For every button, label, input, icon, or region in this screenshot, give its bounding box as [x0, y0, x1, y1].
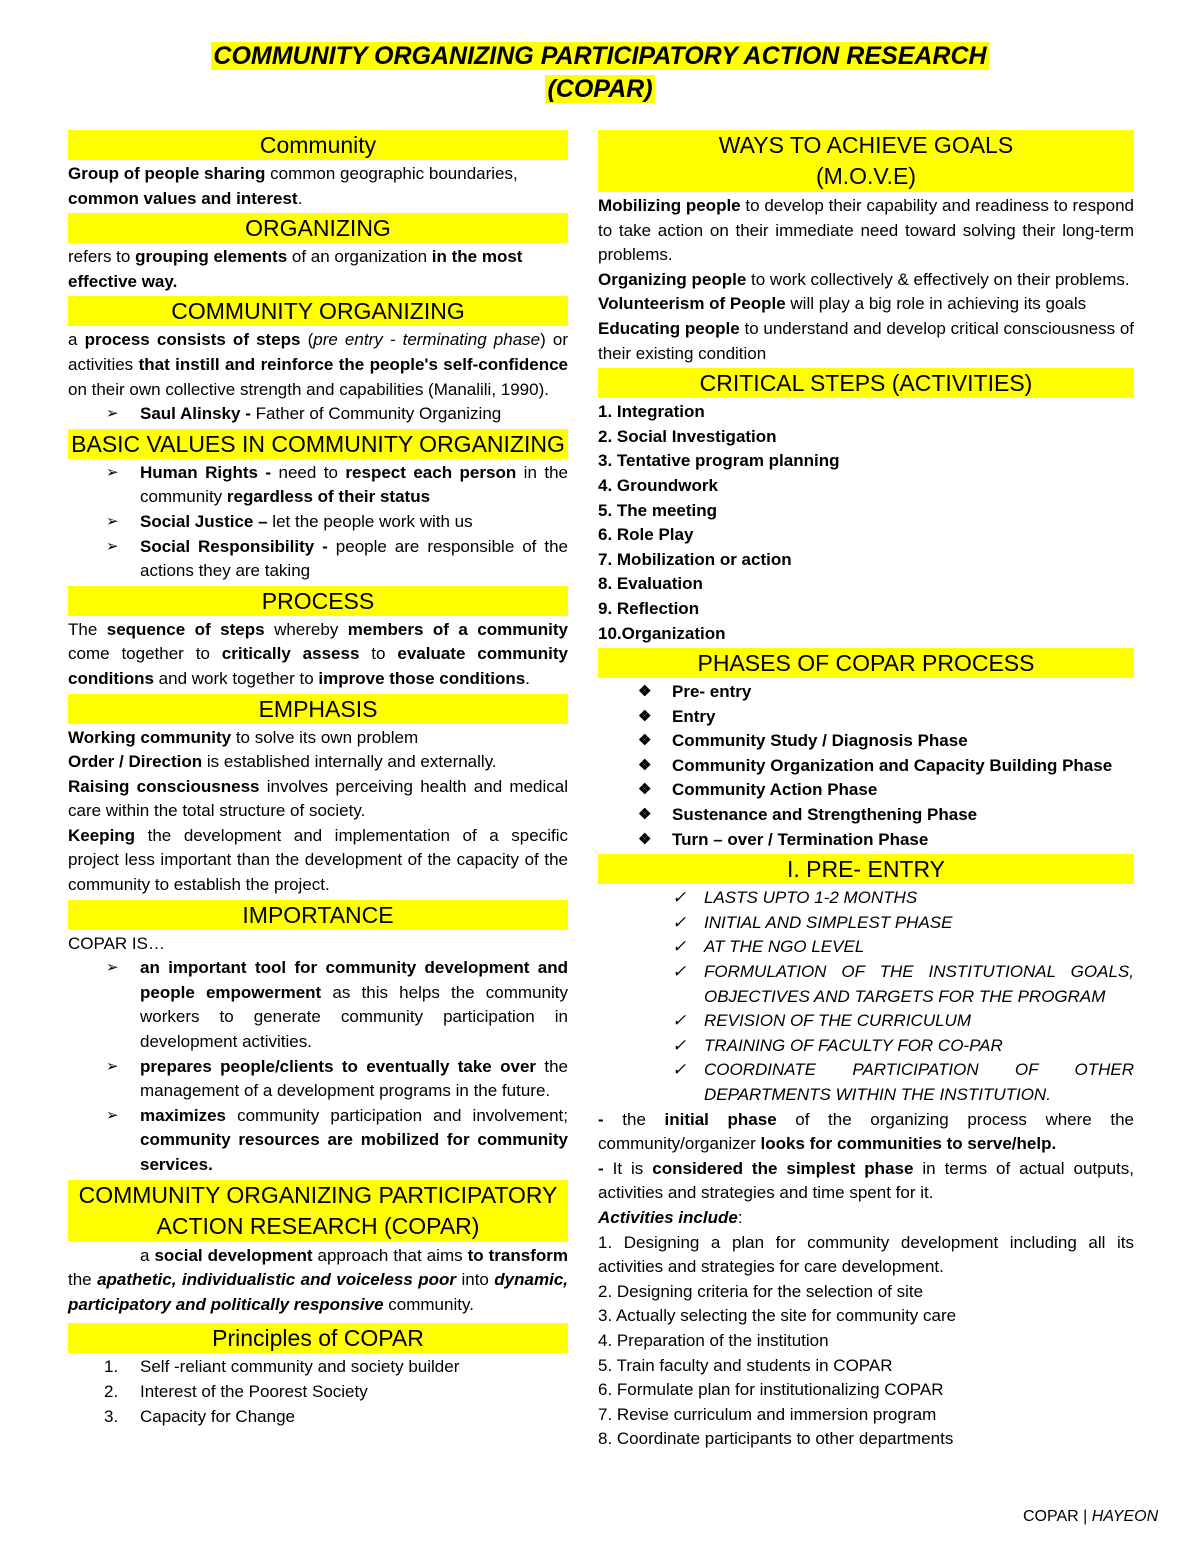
bv-text: need to: [278, 462, 346, 482]
emphasis-bold: Raising consciousness: [68, 776, 260, 796]
pre-entry-check: ✓ INITIAL AND SIMPLEST PHASE: [598, 911, 1134, 936]
critical-step: 3. Tentative program planning: [598, 451, 840, 471]
pre-entry-check: ✓ AT THE NGO LEVEL: [598, 935, 1134, 960]
principle-number: 3.: [104, 1406, 119, 1426]
pe-text: the: [603, 1109, 665, 1129]
pre-entry-check: ✓ COORDINATE PARTICIPATION OF OTHER DEPARTMENTS WITHIN THE INSTITUTION.: [598, 1058, 1134, 1107]
phase-item: ❖ Community Study / Diagnosis Phase: [598, 729, 1134, 754]
organizing-bold-1: grouping elements: [135, 247, 288, 267]
pre-entry-paragraph-1: [598, 1108, 1134, 1157]
copar-bold: to transform: [467, 1245, 568, 1265]
process-bold: critically assess: [221, 644, 360, 664]
organizing-bold-2: in the most effective way.: [68, 247, 523, 291]
importance-item: [68, 1055, 568, 1104]
process-bold: members of a community: [347, 619, 568, 639]
activity-item: 8. Coordinate participants to other departments: [598, 1429, 954, 1449]
critical-steps-header: CRITICAL STEPS (ACTIVITIES): [598, 368, 1134, 398]
organizing-definition: [68, 245, 568, 294]
copar-text: a: [140, 1245, 155, 1265]
phase-item: ❖ Entry: [598, 705, 1134, 730]
community-bold-1: Group of people sharing: [68, 164, 266, 183]
title-line-1: COMMUNITY ORGANIZING PARTICIPATORY ACTION RESEARCH: [213, 42, 987, 70]
alinsky-item: [68, 402, 568, 427]
importance-text: community participation and involvement;: [226, 1105, 568, 1125]
phase-item: ❖ Community Organization and Capacity Building Phase: [598, 754, 1134, 779]
pe-bold: considered the simplest phase: [652, 1158, 914, 1178]
footer-label: COPAR |: [1023, 1508, 1092, 1525]
ways-bold: Educating people: [598, 318, 740, 338]
emphasis-text: to solve its own problem: [231, 727, 419, 747]
emphasis-item: [68, 750, 568, 775]
copar-bold-italic: dynamic, participatory and politically responsive: [68, 1270, 568, 1314]
pe-bold: initial phase: [664, 1109, 777, 1129]
process-header: PROCESS: [68, 586, 568, 616]
principle-text: Self -reliant community and society builder: [140, 1357, 460, 1377]
principles-list: [68, 1355, 568, 1429]
ways-bold: Volunteerism of People: [598, 294, 786, 314]
community-text-2: .: [297, 188, 303, 208]
community-bold-2: common values and interest: [68, 188, 298, 208]
ways-text: to develop their capability and readiness to respond to take action on their immediate need toward solving their long-term problems.: [598, 196, 1134, 265]
pe-bold: -: [598, 1109, 604, 1129]
activity-item: 6. Formulate plan for institutionalizing COPAR: [598, 1380, 944, 1400]
critical-step: 6. Role Play: [598, 525, 694, 545]
ways-text: will play a big role in achieving its goals: [785, 294, 1087, 314]
bv-bold: Human Rights -: [140, 462, 279, 482]
critical-step: 9. Reflection: [598, 598, 700, 618]
footer-author: HAYEON: [1091, 1508, 1159, 1525]
importance-bold: an important tool for community development and people empowerment: [140, 958, 568, 1002]
pre-entry-check: ✓ TRAINING OF FACULTY FOR CO-PAR: [598, 1034, 1134, 1059]
bv-text: in the community: [140, 462, 568, 507]
basic-value-item: [68, 461, 568, 510]
emphasis-text: involves perceiving health and medical care within the total structure of society.: [68, 776, 568, 821]
pre-entry-check: ✓ REVISION OF THE CURRICULUM: [598, 1009, 1134, 1034]
copar-text: community.: [383, 1294, 474, 1314]
principle-number: 2.: [104, 1381, 119, 1401]
basic-values-header: BASIC VALUES IN COMMUNITY ORGANIZING: [68, 429, 568, 459]
right-column: [598, 128, 1134, 1452]
title-line-2: (COPAR): [547, 75, 653, 103]
importance-item: [68, 1104, 568, 1178]
ways-text: to understand and develop critical consciousness of their existing condition: [598, 318, 1134, 363]
phase-item: ❖ Pre- entry: [598, 680, 1134, 705]
principle-text: Capacity for Change: [140, 1406, 295, 1426]
bv-bold: Social Justice –: [140, 511, 273, 531]
co-italic-1: pre entry - terminating phase: [313, 330, 541, 350]
principle-item: [68, 1355, 568, 1380]
importance-intro: COPAR IS…: [68, 933, 165, 953]
pe-text: of the organizing process where the community/organizer: [598, 1109, 1134, 1154]
phases-list: [598, 680, 1134, 852]
left-column: [68, 128, 568, 1429]
bv-text: let the people work with us: [272, 511, 473, 531]
critical-step: 2. Social Investigation: [598, 426, 777, 446]
ways-text: to work collectively & effectively on their problems.: [746, 269, 1130, 289]
emphasis-item: [68, 775, 568, 824]
copar-bold: social development: [154, 1245, 313, 1265]
bv-bold: regardless of their status: [226, 487, 431, 507]
importance-bold: community resources are mobilized for community services.: [140, 1130, 568, 1174]
activity-item: 3. Actually selecting the site for community care: [598, 1306, 957, 1326]
community-header: Community: [68, 130, 568, 160]
process-bold: sequence of steps: [106, 619, 265, 639]
emphasis-item: [68, 824, 568, 898]
community-definition: [68, 162, 568, 211]
bv-bold: Social Responsibility -: [140, 536, 336, 556]
co-bold-2: that instill and reinforce the people's self-confidence: [138, 354, 568, 374]
organizing-text-1: refers to: [68, 247, 136, 267]
phase-item: ❖ Turn – over / Termination Phase: [598, 828, 1134, 853]
emphasis-bold: Order / Direction: [68, 752, 203, 772]
copar-header: COMMUNITY ORGANIZING PARTICIPATORY ACTION RESEARCH (COPAR): [68, 1180, 568, 1242]
process-text: to: [359, 644, 398, 664]
activity-item: 5. Train faculty and students in COPAR: [598, 1355, 893, 1375]
pe-text: It is: [603, 1158, 653, 1178]
critical-step: 7. Mobilization or action: [598, 549, 792, 569]
phases-header: PHASES OF COPAR PROCESS: [598, 648, 1134, 678]
phase-item: ❖ Community Action Phase: [598, 778, 1134, 803]
ways-item: [598, 292, 1134, 317]
basic-value-item: [68, 535, 568, 584]
copar-text: the: [68, 1270, 98, 1290]
pre-entry-check: ✓ FORMULATION OF THE INSTITUTIONAL GOALS, OBJECTIVES AND TARGETS FOR THE PROGRAM: [598, 960, 1134, 1009]
process-text: come together to: [68, 644, 222, 664]
critical-step: 10.Organization: [598, 623, 726, 643]
importance-item: [68, 956, 568, 1054]
ways-header-line-1: WAYS TO ACHIEVE GOALS: [718, 132, 1014, 158]
principles-header: Principles of COPAR: [68, 1323, 568, 1353]
emphasis-bold: Keeping: [68, 825, 136, 845]
pe-bold: -: [598, 1158, 604, 1178]
ways-item: [598, 317, 1134, 366]
activities-label: [598, 1206, 1134, 1231]
emphasis-text: is established internally and externally.: [202, 752, 497, 772]
ways-item: [598, 194, 1134, 268]
alinsky-list: [68, 402, 568, 427]
phase-item: ❖ Sustenance and Strengthening Phase: [598, 803, 1134, 828]
alinsky-title: Father of Community Organizing: [255, 404, 502, 424]
ways-header-line-2: (M.O.V.E): [815, 163, 917, 189]
critical-step: 5. The meeting: [598, 500, 718, 520]
pre-entry-header: I. PRE- ENTRY: [598, 854, 1134, 884]
process-text: .: [525, 668, 530, 688]
alinsky-name: Saul Alinsky -: [140, 404, 256, 424]
process-text: The: [68, 619, 107, 639]
bv-text: people are responsible of the actions they are taking: [140, 536, 568, 581]
basic-values-list: [68, 461, 568, 584]
process-text: and work together to: [153, 668, 319, 688]
activity-item: 2. Designing criteria for the selection of site: [598, 1281, 924, 1301]
activity-item: 1. Designing a plan for community development including all its activities and strategies for care development.: [598, 1232, 1134, 1277]
process-definition: [68, 618, 568, 692]
emphasis-bold: Working community: [68, 727, 232, 747]
community-text-1: common geographic boundaries,: [265, 164, 518, 183]
importance-text: the management of a development programs in the future.: [140, 1056, 568, 1101]
critical-step: 1. Integration: [598, 402, 705, 422]
copar-bold-italic: apathetic, individualistic and voiceless poor: [97, 1270, 457, 1290]
activities-label-text: Activities include: [598, 1207, 738, 1227]
emphasis-text: the development and implementation of a specific project less important than the development of the capacity of the community to establish the project.: [68, 825, 568, 895]
process-bold: improve those conditions: [318, 668, 526, 688]
pre-entry-paragraph-2: [598, 1157, 1134, 1206]
critical-step: 8. Evaluation: [598, 574, 703, 594]
copar-definition: [68, 1244, 568, 1318]
importance-header: IMPORTANCE: [68, 900, 568, 930]
importance-list: [68, 956, 568, 1177]
critical-steps-list: [598, 400, 1134, 646]
co-text-2: (: [300, 330, 314, 350]
ways-bold: Organizing people: [598, 269, 747, 289]
pe-text: in terms of actual outputs, activities and strategies and time spent for it.: [598, 1158, 1134, 1203]
pre-entry-check: ✓ LASTS UPTO 1-2 MONTHS: [598, 886, 1134, 911]
principle-item: [68, 1405, 568, 1430]
process-text: whereby: [264, 619, 348, 639]
importance-text: as this helps the community workers to generate community participation in development activities.: [140, 982, 568, 1052]
critical-step: 4. Groundwork: [598, 475, 718, 495]
co-text-1: a: [68, 330, 85, 350]
community-organizing-header: COMMUNITY ORGANIZING: [68, 296, 568, 326]
community-organizing-definition: [68, 328, 568, 402]
basic-value-item: [68, 510, 568, 535]
importance-bold: maximizes: [140, 1105, 226, 1125]
co-text-4: on their own collective strength and capabilities (Manalili, 1990).: [68, 379, 549, 399]
ways-header: [598, 130, 1134, 192]
pre-entry-checklist: [598, 886, 1134, 1107]
activity-item: 4. Preparation of the institution: [598, 1330, 829, 1350]
activities-colon: :: [737, 1207, 743, 1227]
process-bold: evaluate community conditions: [68, 644, 568, 688]
principle-number: 1.: [104, 1357, 119, 1377]
ways-item: [598, 268, 1134, 293]
emphasis-item: [68, 726, 568, 751]
emphasis-header: EMPHASIS: [68, 694, 568, 724]
ways-bold: Mobilizing people: [598, 196, 741, 215]
pe-bold: looks for communities to serve/help.: [760, 1134, 1057, 1154]
document-title: [0, 40, 1200, 106]
principle-item: [68, 1380, 568, 1405]
page-footer: [1023, 1508, 1158, 1526]
activity-item: 7. Revise curriculum and immersion program: [598, 1404, 937, 1424]
principle-text: Interest of the Poorest Society: [140, 1381, 368, 1401]
bv-bold: respect each person: [345, 462, 517, 482]
copar-text: into: [456, 1270, 495, 1290]
importance-bold: prepares people/clients to eventually take over: [140, 1056, 537, 1076]
organizing-header: ORGANIZING: [68, 213, 568, 243]
organizing-text-2: of an organization: [287, 247, 432, 267]
co-bold-1: process consists of steps: [84, 330, 301, 350]
copar-text: approach that aims: [312, 1245, 468, 1265]
co-text-3: ) or activities: [68, 330, 568, 374]
